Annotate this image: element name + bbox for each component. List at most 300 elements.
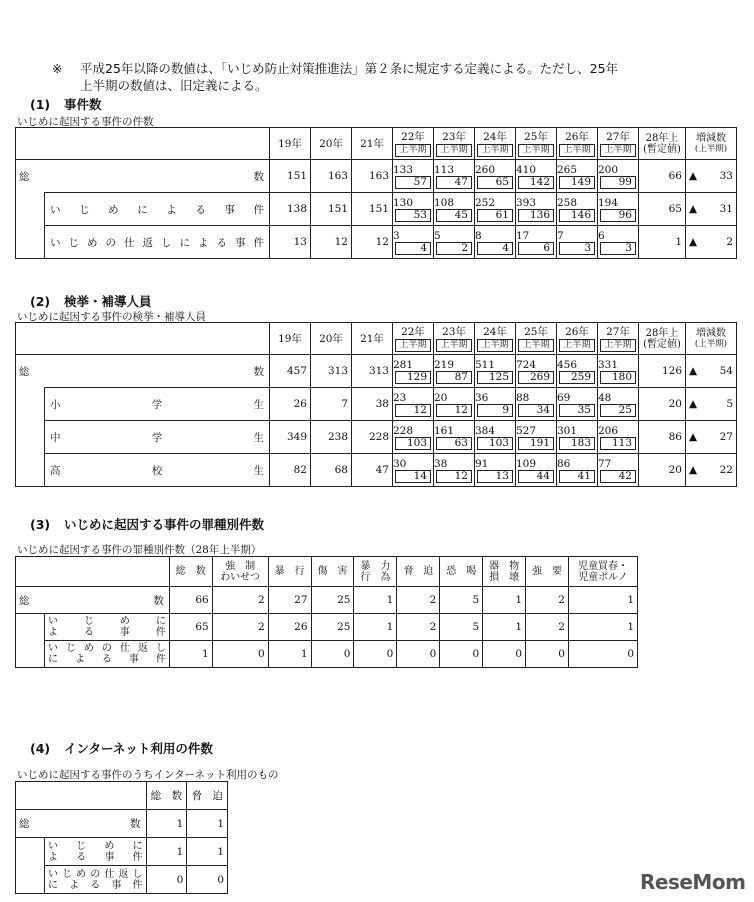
label-line-2 <box>48 852 143 863</box>
row-label <box>45 838 147 866</box>
half-year-label: 上半期 <box>395 339 431 352</box>
change-number: 2 <box>726 236 733 248</box>
year-value-cell <box>475 160 516 193</box>
injury-header: 傷 害 <box>311 557 354 587</box>
value-cell: 2 <box>212 587 268 614</box>
provisional-value: 86 <box>639 421 686 454</box>
full-year-value: 252 <box>475 196 496 209</box>
value-cell: 0 <box>483 641 526 668</box>
year-value-cell <box>393 388 434 421</box>
half-year-value: 4 <box>395 242 431 255</box>
label-char: 返 <box>137 643 148 654</box>
value-cell: 82 <box>270 454 311 487</box>
label-char: に <box>137 203 148 216</box>
label-char: 生 <box>253 464 264 477</box>
label-char: 事 <box>224 203 235 216</box>
label-char: 仕 <box>104 868 115 880</box>
label-char: の <box>90 868 101 880</box>
half-year-label: 上半期 <box>477 144 513 157</box>
change-number: 5 <box>726 398 733 410</box>
half-year-value: 41 <box>559 470 595 483</box>
half-year-value: 146 <box>559 209 595 222</box>
full-year-value: 511 <box>475 358 496 371</box>
half-year-value: 149 <box>559 176 595 189</box>
row-label <box>45 641 170 668</box>
year-value-cell <box>393 193 434 226</box>
row-label <box>45 421 270 454</box>
indent-cell <box>16 838 45 866</box>
label-char: 学 <box>151 398 163 411</box>
cases-table <box>15 127 737 259</box>
year-label: 24年 <box>483 130 507 143</box>
child-prostitution-header <box>568 557 637 587</box>
row-label <box>16 355 270 388</box>
value-cell: 151 <box>270 160 311 193</box>
half-year-label: 上半期 <box>477 339 513 352</box>
indent-cell <box>16 193 45 226</box>
label-char: い <box>48 616 58 627</box>
assault-header: 暴 行 <box>268 557 311 587</box>
full-year-value: 6 <box>598 229 605 242</box>
label-char: 件 <box>155 627 166 638</box>
label-char: 件 <box>253 236 264 249</box>
section-2-caption: いじめに起因する事件の検挙・補導人員 <box>17 311 206 323</box>
year-header <box>475 128 516 160</box>
label-char: 総 <box>19 594 30 607</box>
half-year-value: 4 <box>477 242 513 255</box>
value-cell: 1 <box>146 838 187 866</box>
label-char: い <box>48 840 58 852</box>
half-year-value: 63 <box>436 437 472 450</box>
year-header: 21年 <box>352 128 393 160</box>
provisional-year: 28年上 <box>645 132 679 144</box>
year-value-cell <box>598 193 639 226</box>
year-value-cell <box>475 193 516 226</box>
value-cell: 2 <box>526 587 569 614</box>
value-cell: 66 <box>169 587 212 614</box>
full-year-value: 108 <box>434 196 455 209</box>
label-char: る <box>90 879 101 891</box>
label-char: し <box>155 643 166 654</box>
note-mark: ※ <box>52 61 63 76</box>
year-value-cell <box>516 355 557 388</box>
half-year-value: 12 <box>436 470 472 483</box>
intimidation-header: 脅 迫 <box>187 782 228 810</box>
value-cell: 1 <box>187 810 228 838</box>
label-char: の <box>105 236 116 249</box>
year-value-cell <box>598 226 639 259</box>
label-char: よ <box>69 879 80 891</box>
decrease-triangle-icon: ▲ <box>689 236 698 248</box>
label-char: い <box>48 868 58 880</box>
label-char: じ <box>83 616 94 627</box>
half-year-value: 13 <box>477 470 513 483</box>
change-header <box>686 323 737 355</box>
value-cell: 0 <box>212 641 268 668</box>
decrease-triangle-icon: ▲ <box>689 170 698 182</box>
year-label: 26年 <box>565 325 589 338</box>
label-char: 小 <box>50 398 61 411</box>
year-label: 25年 <box>524 325 548 338</box>
value-cell: 1 <box>187 838 228 866</box>
label-char: 中 <box>50 431 61 444</box>
full-year-value: 48 <box>598 391 612 404</box>
full-year-value: 260 <box>475 163 496 176</box>
value-cell: 25 <box>311 587 354 614</box>
value-cell: 0 <box>440 641 483 668</box>
year-header: 21年 <box>352 323 393 355</box>
half-year-value: 6 <box>518 242 554 255</box>
year-value-cell <box>475 388 516 421</box>
full-year-value: 219 <box>434 358 455 371</box>
full-year-value: 301 <box>557 424 578 437</box>
change-note: (上半期) <box>694 143 728 154</box>
half-year-value: 191 <box>518 437 554 450</box>
half-year-value: 180 <box>600 371 636 384</box>
value-cell: 238 <box>311 421 352 454</box>
label-char: い <box>50 236 61 249</box>
year-value-cell <box>557 388 598 421</box>
half-year-label: 上半期 <box>559 144 595 157</box>
label-char: 事 <box>128 654 139 665</box>
year-value-cell <box>598 160 639 193</box>
section-4-number: (4) <box>30 741 51 756</box>
year-label: 27年 <box>606 325 630 338</box>
table-row <box>16 810 228 838</box>
header-line-2: 児童ポルノ <box>578 571 628 583</box>
label-char: 数 <box>253 170 264 183</box>
year-value-cell <box>516 160 557 193</box>
label-char: る <box>83 627 94 638</box>
half-year-value: 12 <box>395 404 431 417</box>
full-year-value: 69 <box>557 391 571 404</box>
table-row <box>16 866 228 894</box>
header-corner <box>16 782 147 810</box>
full-year-value: 36 <box>475 391 489 404</box>
half-year-value: 2 <box>436 242 472 255</box>
half-year-value: 269 <box>518 371 554 384</box>
half-year-label: 上半期 <box>559 339 595 352</box>
label-char: め <box>108 203 119 216</box>
header-row <box>16 782 228 810</box>
section-3-caption: いじめに起因する事件の罪種別件数（28年上半期） <box>17 544 262 556</box>
value-cell: 26 <box>270 388 311 421</box>
year-value-cell <box>557 193 598 226</box>
full-year-value: 7 <box>557 229 564 242</box>
year-label: 23年 <box>442 130 466 143</box>
row-label <box>45 193 270 226</box>
value-cell: 2 <box>526 614 569 641</box>
change-value <box>686 388 737 421</box>
change-value <box>686 193 737 226</box>
full-year-value: 113 <box>434 163 455 176</box>
label-char: し <box>132 868 143 880</box>
table-row <box>16 160 737 193</box>
header-line-1: 器 物 <box>489 560 520 572</box>
year-value-cell <box>393 421 434 454</box>
note-line-2: 上半期の数値は、旧定義による。 <box>80 78 268 93</box>
label-char: 件 <box>132 851 143 863</box>
header-line-1: 強 制 <box>225 560 256 572</box>
year-value-cell <box>557 160 598 193</box>
half-year-value: 34 <box>518 404 554 417</box>
full-year-value: 194 <box>598 196 619 209</box>
year-header <box>598 323 639 355</box>
value-cell: 2 <box>212 614 268 641</box>
row-label <box>16 810 147 838</box>
property-damage-header <box>483 557 526 587</box>
year-value-cell <box>434 421 475 454</box>
year-value-cell <box>434 193 475 226</box>
year-header: 20年 <box>311 128 352 160</box>
year-value-cell <box>434 160 475 193</box>
value-cell: 0 <box>354 641 397 668</box>
section-2-number: (2) <box>30 294 51 309</box>
label-char: 仕 <box>124 236 135 249</box>
year-value-cell <box>475 355 516 388</box>
year-header <box>516 323 557 355</box>
full-year-value: 161 <box>434 424 455 437</box>
full-year-value: 8 <box>475 229 482 242</box>
provisional-value: 20 <box>639 388 686 421</box>
provisional-header <box>639 128 686 160</box>
label-char: に <box>48 654 58 665</box>
table-row <box>16 388 737 421</box>
full-year-value: 109 <box>516 457 537 470</box>
year-value-cell <box>516 454 557 487</box>
half-year-value: 103 <box>395 437 431 450</box>
header-row <box>16 128 737 160</box>
table-row <box>16 355 737 388</box>
label-char: 校 <box>151 464 163 477</box>
change-value <box>686 421 737 454</box>
value-cell: 12 <box>352 226 393 259</box>
label-char: じ <box>76 840 87 852</box>
violent-acts-header <box>354 557 397 587</box>
value-cell: 1 <box>169 641 212 668</box>
full-year-value: 23 <box>393 391 407 404</box>
full-year-value: 456 <box>557 358 578 371</box>
indent-cell <box>16 388 45 421</box>
section-2-heading <box>30 292 152 310</box>
offense-type-table <box>15 556 638 668</box>
half-year-label: 上半期 <box>518 339 554 352</box>
half-year-value: 14 <box>395 470 431 483</box>
value-cell: 5 <box>440 587 483 614</box>
full-year-value: 410 <box>516 163 537 176</box>
value-cell: 0 <box>526 641 569 668</box>
value-cell: 27 <box>268 587 311 614</box>
full-year-value: 91 <box>475 457 489 470</box>
table-row <box>16 587 638 614</box>
year-header <box>434 128 475 160</box>
label-char: じ <box>79 203 90 216</box>
full-year-value: 206 <box>598 424 619 437</box>
label-char: め <box>83 643 94 654</box>
half-year-value: 259 <box>559 371 595 384</box>
label-char: じ <box>62 868 73 880</box>
header-row <box>16 323 737 355</box>
label-char: る <box>195 203 206 216</box>
indent-cell <box>16 421 45 454</box>
half-year-value: 87 <box>436 371 472 384</box>
half-year-label: 上半期 <box>395 144 431 157</box>
year-header <box>516 128 557 160</box>
value-cell: 1 <box>568 614 637 641</box>
label-char: 件 <box>155 654 166 665</box>
label-char: 返 <box>142 236 153 249</box>
label-char: よ <box>166 203 177 216</box>
change-value <box>686 454 737 487</box>
full-year-value: 3 <box>393 229 400 242</box>
value-cell: 1 <box>483 614 526 641</box>
section-1-heading <box>30 95 102 113</box>
value-cell: 0 <box>311 641 354 668</box>
label-line-2 <box>48 627 166 638</box>
half-year-value: 47 <box>436 176 472 189</box>
year-value-cell <box>475 421 516 454</box>
value-cell: 151 <box>311 193 352 226</box>
label-char: に <box>48 879 58 891</box>
value-cell: 13 <box>270 226 311 259</box>
table-row <box>16 614 638 641</box>
value-cell: 5 <box>440 614 483 641</box>
year-value-cell <box>393 160 434 193</box>
year-header <box>598 128 639 160</box>
label-char: い <box>50 203 61 216</box>
year-value-cell <box>598 388 639 421</box>
label-char: い <box>48 643 58 654</box>
year-header: 20年 <box>311 323 352 355</box>
provisional-value: 126 <box>639 355 686 388</box>
row-label <box>16 587 170 614</box>
value-cell: 1 <box>568 587 637 614</box>
label-char: る <box>216 236 227 249</box>
full-year-value: 30 <box>393 457 407 470</box>
change-value <box>686 160 737 193</box>
half-year-label: 上半期 <box>600 144 636 157</box>
row-label <box>45 614 170 641</box>
value-cell: 151 <box>352 193 393 226</box>
label-char: 事 <box>111 879 122 891</box>
value-cell: 1 <box>146 810 187 838</box>
label-line-1 <box>48 643 166 654</box>
header-line-2: わいせつ <box>220 571 261 583</box>
full-year-value: 20 <box>434 391 448 404</box>
provisional-value: 65 <box>639 193 686 226</box>
table-row <box>16 454 737 487</box>
header-line-2: 損 壊 <box>489 571 520 583</box>
value-cell: 0 <box>146 866 187 894</box>
provisional-note: (暫定値) <box>643 338 681 350</box>
full-year-value: 38 <box>434 457 448 470</box>
change-number: 22 <box>719 464 733 476</box>
year-value-cell <box>434 226 475 259</box>
year-header <box>557 323 598 355</box>
full-year-value: 130 <box>393 196 414 209</box>
year-value-cell <box>393 454 434 487</box>
value-cell: 12 <box>311 226 352 259</box>
label-char: よ <box>48 851 58 863</box>
value-cell: 457 <box>270 355 311 388</box>
section-1-number: (1) <box>30 97 51 112</box>
label-char: じ <box>68 236 79 249</box>
label-char: 総 <box>19 170 30 183</box>
change-number: 54 <box>719 365 733 377</box>
year-value-cell <box>393 355 434 388</box>
change-number: 27 <box>719 431 733 443</box>
value-cell: 228 <box>352 421 393 454</box>
decrease-triangle-icon: ▲ <box>689 398 698 410</box>
section-3-heading <box>30 515 264 533</box>
year-label: 27年 <box>606 130 630 143</box>
year-value-cell <box>598 421 639 454</box>
full-year-value: 17 <box>516 229 530 242</box>
value-cell: 65 <box>169 614 212 641</box>
value-cell: 25 <box>311 614 354 641</box>
value-cell: 349 <box>270 421 311 454</box>
half-year-value: 136 <box>518 209 554 222</box>
indent-cell <box>16 641 45 668</box>
label-char: 数 <box>253 365 264 378</box>
year-value-cell <box>516 388 557 421</box>
half-year-value: 142 <box>518 176 554 189</box>
half-year-value: 45 <box>436 209 472 222</box>
half-year-value: 103 <box>477 437 513 450</box>
year-value-cell <box>475 226 516 259</box>
full-year-value: 384 <box>475 424 496 437</box>
arrests-table <box>15 322 737 487</box>
year-label: 23年 <box>442 325 466 338</box>
half-year-label: 上半期 <box>436 339 472 352</box>
decrease-triangle-icon: ▲ <box>689 365 698 377</box>
year-value-cell <box>598 355 639 388</box>
indent-cell <box>16 614 45 641</box>
label-char: 仕 <box>119 643 130 654</box>
year-label: 26年 <box>565 130 589 143</box>
value-cell: 0 <box>187 866 228 894</box>
half-year-label: 上半期 <box>600 339 636 352</box>
row-label <box>16 160 270 193</box>
total-header: 総 数 <box>146 782 187 810</box>
full-year-value: 133 <box>393 163 414 176</box>
label-char: じ <box>65 643 76 654</box>
provisional-value: 66 <box>639 160 686 193</box>
header-corner <box>16 128 270 160</box>
label-char: 数 <box>153 594 164 607</box>
half-year-value: 53 <box>395 209 431 222</box>
full-year-value: 281 <box>393 358 414 371</box>
full-year-value: 258 <box>557 196 578 209</box>
half-year-value: 44 <box>518 470 554 483</box>
indent-cell <box>16 454 45 487</box>
total-header: 総 数 <box>169 557 212 587</box>
section-4-title: インターネット利用の件数 <box>64 741 213 756</box>
value-cell: 47 <box>352 454 393 487</box>
row-label <box>45 226 270 259</box>
indent-cell <box>16 866 45 894</box>
decrease-triangle-icon: ▲ <box>689 431 698 443</box>
label-char: よ <box>198 236 209 249</box>
value-cell: 26 <box>268 614 311 641</box>
change-label: 増減数 <box>696 327 726 339</box>
row-label <box>45 866 147 894</box>
value-cell: 7 <box>311 388 352 421</box>
full-year-value: 77 <box>598 457 612 470</box>
label-char: 総 <box>19 818 30 830</box>
header-line-1: 暴 力 <box>360 560 391 572</box>
label-line-2 <box>48 654 166 665</box>
